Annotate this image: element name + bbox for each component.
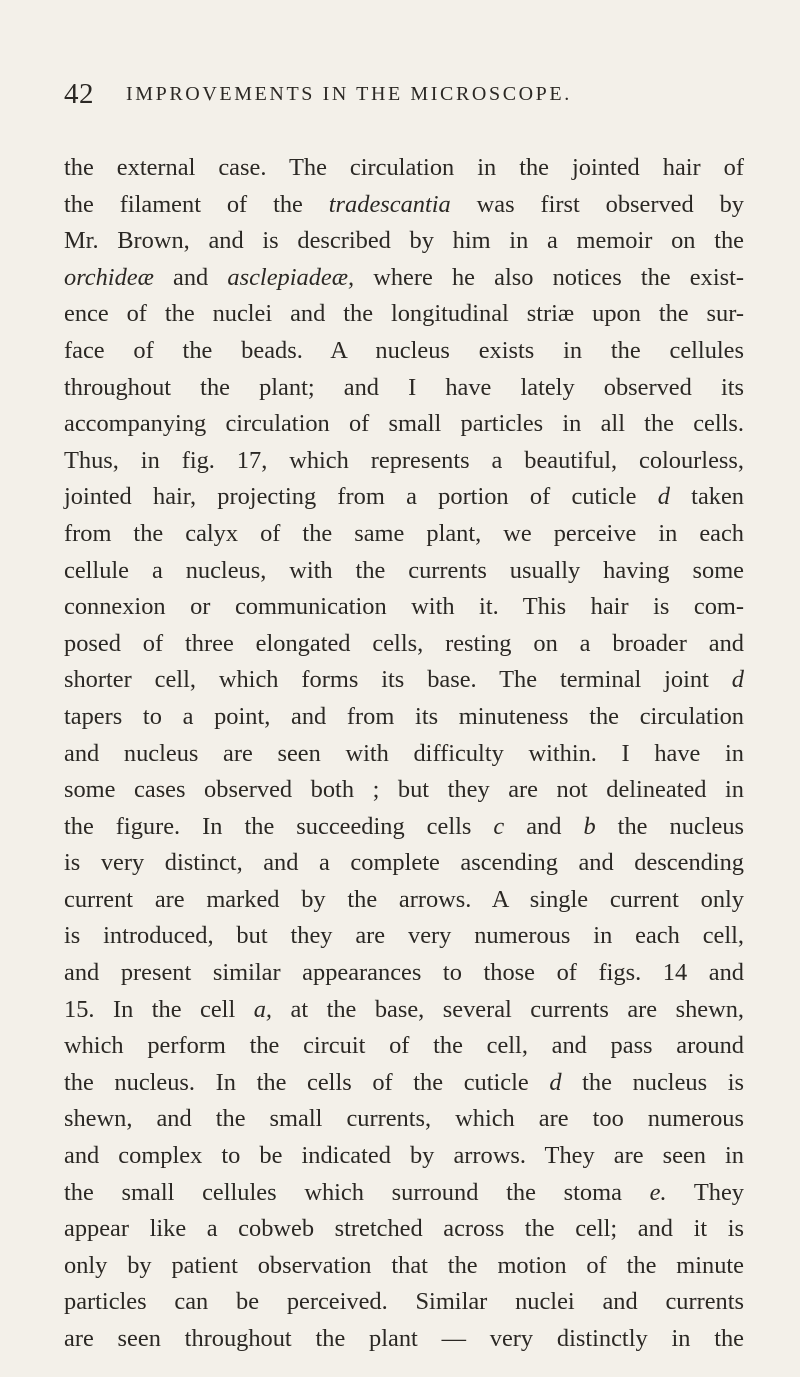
text-line: [64, 296, 744, 333]
text-line: [64, 443, 744, 480]
text-line: [64, 992, 744, 1029]
text-run: throughout the plant; and I have lately observed its: [64, 373, 744, 401]
text-run: cellule a nucleus, with the currents usually having some: [64, 556, 744, 584]
text-run: and: [504, 812, 584, 840]
text-line: [64, 918, 744, 955]
text-line: [64, 736, 744, 773]
text-line: [64, 260, 744, 297]
text-run: and present similar appearances to those of figs. 14 and: [64, 959, 744, 987]
text-line: [64, 1284, 744, 1321]
text-run: the nucleus: [595, 812, 745, 840]
text-run: was first observed by: [450, 190, 744, 218]
text-run: the filament of the: [64, 190, 329, 218]
italic-text: asclepiadeæ,: [227, 263, 355, 291]
text-run: Mr. Brown, and is described by him in a memoir on the: [64, 227, 744, 255]
body-paragraph: [64, 150, 744, 1358]
text-run: shorter cell, which forms its base. The terminal joint: [64, 666, 732, 694]
text-run: jointed hair, projecting from a portion of cuticle: [64, 483, 658, 511]
italic-text: c: [493, 812, 505, 840]
text-run: posed of three elongated cells, resting on a broader and: [64, 629, 744, 657]
text-run: and nucleus are seen with difficulty within. I have in: [64, 739, 744, 767]
text-run: particles can be perceived. Similar nuclei and currents: [64, 1288, 744, 1316]
text-line: [64, 406, 744, 443]
text-run: are seen throughout the plant — very distinctly in the: [64, 1325, 744, 1352]
text-line: [64, 223, 744, 260]
text-run: which perform the circuit of the cell, and pass around: [64, 1032, 744, 1060]
text-line: [64, 1138, 744, 1175]
text-line: [64, 772, 744, 809]
text-line: [64, 187, 744, 224]
italic-text: d: [657, 483, 670, 511]
text-line: [64, 626, 744, 663]
text-run: accompanying circulation of small particles in all the cells.: [64, 410, 744, 438]
text-run: is very distinct, and a complete ascending and descending: [64, 849, 744, 877]
text-line: [64, 845, 744, 882]
italic-text: b: [583, 812, 596, 840]
text-run: the small cellules which surround the stoma: [64, 1178, 650, 1206]
text-run: appear like a cobweb stretched across the cell; and it is: [64, 1215, 744, 1243]
text-line: [64, 1028, 744, 1065]
text-run: current are marked by the arrows. A single current only: [64, 885, 744, 913]
italic-text: d: [549, 1068, 562, 1096]
text-run: 15. In the cell: [64, 995, 254, 1023]
text-line: [64, 370, 744, 407]
text-line: [64, 589, 744, 626]
text-run: only by patient observation that the motion of the minute: [64, 1251, 744, 1279]
text-run: is introduced, but they are very numerous in each cell,: [64, 922, 744, 950]
text-run: ence of the nuclei and the longitudinal striæ upon the sur-: [64, 300, 744, 328]
text-line: [64, 955, 744, 992]
text-run: connexion or communication with it. This hair is com-: [64, 593, 744, 621]
text-run: where he also notices the exist-: [354, 263, 744, 291]
italic-text: tradescantia: [328, 190, 451, 218]
text-line: [64, 479, 744, 516]
text-run: the external case. The circulation in the jointed hair of: [64, 154, 744, 181]
text-line: [64, 1211, 744, 1248]
text-line: [64, 809, 744, 846]
italic-text: d: [731, 666, 744, 694]
text-line: [64, 333, 744, 370]
text-run: some cases observed both ; but they are not delineated in: [64, 776, 744, 804]
text-run: face of the beads. A nucleus exists in the cellules: [64, 336, 744, 364]
italic-text: e.: [649, 1178, 667, 1206]
italic-text: orchideæ: [64, 263, 154, 291]
text-run: shewn, and the small currents, which are too numerous: [64, 1105, 744, 1133]
text-line: [64, 1175, 744, 1212]
text-line: [64, 662, 744, 699]
text-line: [64, 882, 744, 919]
page-number: 42: [64, 78, 94, 110]
text-run: tapers to a point, and from its minuteness the circulation: [64, 702, 744, 730]
running-title: IMPROVEMENTS IN THE MICROSCOPE.: [126, 83, 572, 105]
text-line: [64, 1321, 744, 1358]
text-line: [64, 516, 744, 553]
text-run: Thus, in fig. 17, which represents a beautiful, colourless,: [64, 446, 744, 474]
italic-text: a,: [253, 995, 273, 1023]
text-line: [64, 1065, 744, 1102]
text-run: They: [666, 1178, 744, 1206]
text-run: the nucleus is: [561, 1068, 744, 1096]
text-run: and: [153, 263, 228, 291]
text-line: [64, 553, 744, 590]
text-run: the figure. In the succeeding cells: [64, 812, 494, 840]
text-run: taken: [669, 483, 744, 511]
text-line: [64, 150, 744, 187]
text-run: the nucleus. In the cells of the cuticle: [64, 1068, 550, 1096]
text-line: [64, 1248, 744, 1285]
text-line: [64, 1101, 744, 1138]
running-header: [64, 78, 736, 118]
text-run: at the base, several currents are shewn,: [272, 995, 744, 1023]
text-run: and complex to be indicated by arrows. They are seen in: [64, 1142, 744, 1170]
text-run: from the calyx of the same plant, we perceive in each: [64, 519, 744, 547]
text-line: [64, 699, 744, 736]
